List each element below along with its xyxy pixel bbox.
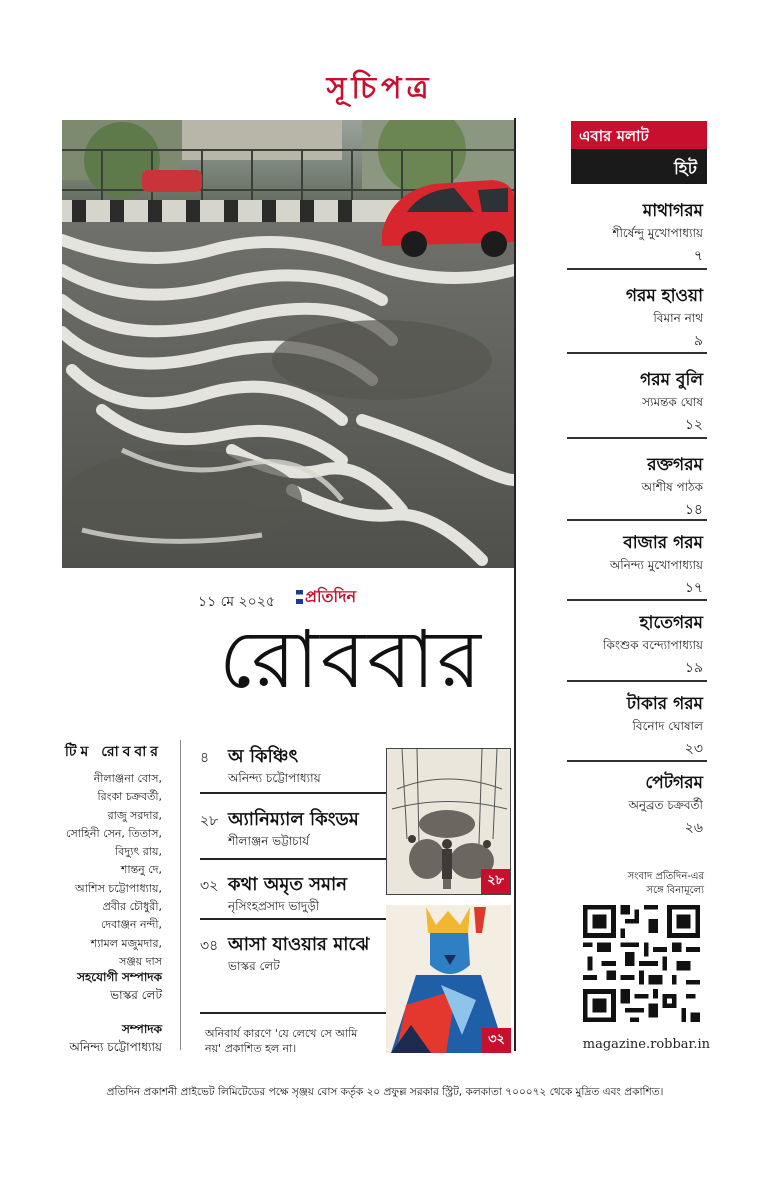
melting-zebra-crossing-image — [62, 120, 514, 568]
story-author: বিনোদ ঘোষাল — [632, 719, 703, 733]
inside-story-title: অ্যানিম্যাল কিংডম — [228, 809, 359, 830]
story-author: কিংশুক বন্দ্যোপাধ্যায় — [602, 638, 703, 652]
editorial-note: অনিবার্য কারণে 'যে লেখে সে আমি নয়' প্রকাশিত হল না। — [205, 1027, 358, 1055]
assistant-editor-credit — [62, 968, 162, 1004]
story-page: ২৩ — [684, 741, 703, 757]
story-title: গরম হাওয়া — [625, 286, 703, 306]
assistant-editor-name: ভাস্কর লেট — [110, 988, 162, 1002]
inside-divider — [200, 792, 386, 794]
page-badge: ২৮ — [481, 869, 510, 894]
cover-story-item[interactable] — [567, 530, 703, 602]
team-member: রিংকা চক্রবর্তী, — [97, 790, 162, 804]
story-divider — [567, 519, 707, 521]
cover-story-item[interactable] — [567, 367, 703, 439]
cover-story-item[interactable] — [567, 452, 703, 524]
cover-photo — [62, 120, 514, 568]
inside-story-author: ভাস্কর লেট — [228, 959, 280, 973]
editor-label: সম্পাদক — [121, 1022, 162, 1036]
team-member: নীলাঞ্জনা বোস, — [93, 772, 162, 785]
story-author: আশীষ পাঠক — [641, 480, 703, 494]
story-title: বাজার গরম — [623, 533, 703, 553]
inside-story-page: ৩২ — [200, 878, 219, 894]
animal-kingdom-illustration[interactable] — [386, 748, 511, 895]
inside-story-page: ৩৪ — [200, 938, 219, 954]
team-member: দেবাঞ্জন নন্দী, — [100, 918, 162, 932]
story-page: ১৪ — [684, 502, 703, 518]
story-divider — [567, 599, 707, 601]
team-member: শ্যামল মজুমদার, — [90, 936, 162, 950]
inside-story-author: শীলাঞ্জন ভট্টাচার্য — [228, 834, 310, 848]
page-title: সূচিপত্র — [326, 71, 434, 106]
magazine-name: রোববার — [219, 613, 483, 706]
qr-caption-line: সঙ্গে বিনামূল্যে — [646, 885, 704, 896]
team-divider — [180, 740, 181, 1050]
cover-story-item[interactable] — [567, 198, 703, 270]
story-divider — [567, 352, 707, 354]
team-member: বিদ্যুৎ রায়, — [115, 845, 162, 859]
team-member: শান্তনু দে, — [120, 863, 162, 877]
story-page: ১৯ — [684, 660, 703, 676]
story-author: অনিন্দ্য মুখোপাধ্যায় — [609, 558, 703, 572]
cover-story-title: হিট — [571, 149, 707, 184]
story-title: রক্তগরম — [647, 455, 703, 475]
team-member: সঞ্জয় দাস — [119, 954, 162, 968]
katha-amrita-illustration[interactable] — [386, 905, 511, 1053]
story-author: অনুব্রত চক্রবর্তী — [628, 798, 703, 812]
story-page: ২৬ — [684, 820, 703, 836]
vertical-divider — [514, 118, 516, 1051]
cover-story-item[interactable] — [567, 283, 703, 355]
story-title: টাকার গরম — [626, 694, 703, 714]
editor-credit — [62, 1020, 162, 1056]
brand-logo — [296, 584, 356, 611]
team-member: আশিস চট্টোপাধ্যায়, — [75, 881, 162, 895]
qr-caption — [584, 870, 704, 898]
story-page: ৭ — [693, 248, 703, 264]
story-title: গরম বুলি — [640, 370, 703, 390]
cover-story-item[interactable] — [567, 610, 703, 682]
inside-divider — [200, 918, 386, 920]
story-divider — [567, 437, 707, 439]
imprint-line: প্রতিদিন প্রকাশনী প্রাইভেট লিমিটেডের পক্ষে সৃঞ্জয় বোস কর্তৃক ২০ প্রফুল্ল সরকার স্ট্রিট, কলকাতা ৭০০০৭২ থেকে মুদ্রিত এবং প্রকাশিত। — [106, 1086, 664, 1098]
assistant-editor-label: সহযোগী সম্পাদক — [77, 970, 162, 984]
story-title: মাথাগরম — [642, 201, 703, 221]
team-member: সোহিনী সেন, তিতাস, — [66, 826, 162, 840]
cover-story-item[interactable] — [567, 770, 703, 842]
inside-story-author: নৃসিংহপ্রসাদ ভাদুড়ী — [228, 899, 320, 913]
brand-dot-icon — [296, 590, 303, 604]
story-title: হাতেগরম — [639, 613, 703, 633]
website-link[interactable]: magazine.robbar.in — [582, 1037, 710, 1052]
qr-caption-line: সংবাদ প্রতিদিন-এর — [627, 871, 704, 882]
inside-story-author: অনিন্দ্য চট্টোপাধ্যায় — [228, 771, 321, 785]
story-divider — [567, 760, 707, 762]
team-member: প্রবীর চৌধুরী, — [102, 900, 162, 914]
page-badge: ৩২ — [482, 1028, 511, 1053]
inside-story-page: ২৮ — [200, 813, 219, 829]
story-author: বিমান নাথ — [653, 311, 703, 325]
team-heading: টিম রোববার — [64, 744, 162, 760]
story-author: শীর্ষেন্দু মুখোপাধ্যায় — [612, 226, 703, 240]
story-page: ১২ — [684, 417, 703, 433]
story-page: ৯ — [693, 333, 703, 349]
team-member: রাজু সরদার, — [107, 808, 162, 822]
inside-divider — [200, 1012, 386, 1014]
story-page: ১৭ — [684, 580, 703, 596]
inside-divider — [200, 858, 386, 860]
qr-code-icon[interactable] — [583, 905, 700, 1022]
story-title: পেটগরম — [645, 773, 703, 793]
cover-story-label: এবার মলাট — [571, 121, 707, 149]
story-author: স্যমন্তক ঘোষ — [642, 395, 703, 409]
inside-story-title: অ কিঞ্চিৎ — [228, 746, 299, 767]
brand-name: প্রতিদিন — [305, 587, 357, 606]
story-divider — [567, 680, 707, 682]
team-credits — [62, 740, 162, 971]
cover-story-item[interactable] — [567, 691, 703, 763]
issue-date: ১১ মে ২০২৫ — [198, 594, 275, 610]
story-divider — [567, 268, 707, 270]
editor-name: অনিন্দ্য চট্টোপাধ্যায় — [69, 1040, 162, 1054]
inside-story-title: আসা যাওয়ার মাঝে — [228, 934, 370, 955]
inside-story-title: কথা অমৃত সমান — [228, 874, 347, 895]
inside-story-page: ৪ — [200, 750, 210, 766]
